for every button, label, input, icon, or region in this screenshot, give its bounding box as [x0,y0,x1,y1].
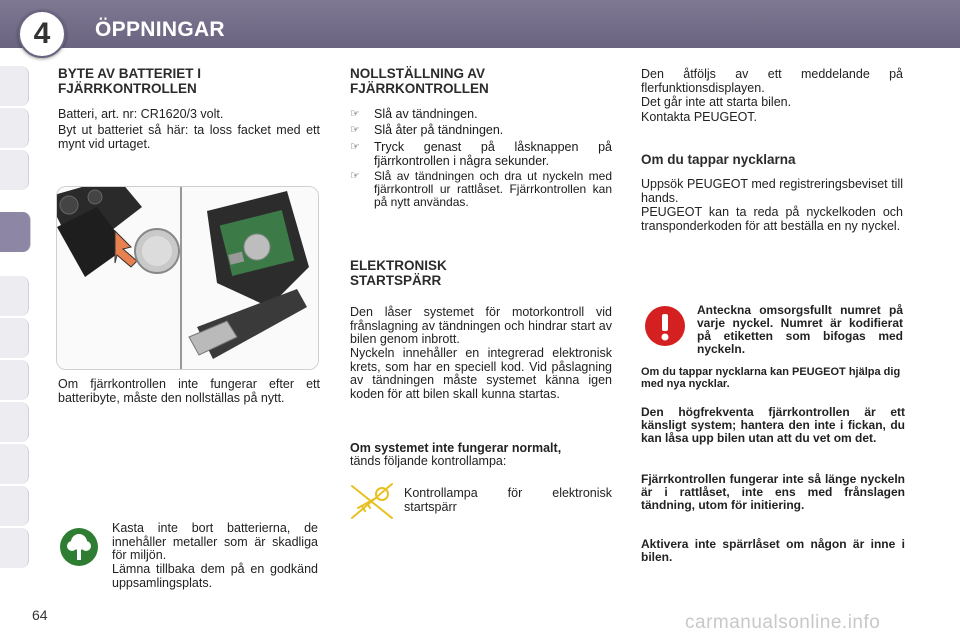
fault-text: tänds följande kontrollampa: [350,454,507,468]
lost-keys-heading: Om du tappar nycklarna [641,152,796,167]
immobiliser-text: Den låser systemet för motorkontroll vid frånslagning av tändningen och hindrar start av bilen genom inbrott. [350,305,612,346]
immobiliser-heading: ELEKTRONISK STARTSPÄRR [350,258,447,288]
hand-pointer-icon: ☞ [350,108,360,120]
chapter-tab[interactable] [0,276,29,316]
hf-remote-text: Den högfrekventa fjärrkontrollen är ett känsligt system; hantera den inte i fickan, du kan låsa upp bilen utan att du vet om det. [641,405,905,445]
chapter-tab[interactable] [0,528,29,568]
hand-pointer-icon: ☞ [350,141,360,153]
lamp-label: Kontrollampa för elektronisk startspärr [404,486,612,514]
exclamation-icon [645,306,685,346]
lost-keys-text: Uppsök PEUGEOT med registreringsbeviset till hands. [641,177,903,205]
chapter-tab[interactable] [0,150,29,190]
chapter-tab[interactable] [0,486,29,526]
hand-pointer-icon: ☞ [350,170,360,182]
page-number: 64 [32,607,48,623]
message-text: Den åtföljs av ett meddelande på flerfunktionsdisplayen. [641,67,903,95]
chapter-tab[interactable] [0,444,29,484]
chapter-tab[interactable] [0,108,29,148]
chapter-tab[interactable] [0,360,29,400]
chapter-tab[interactable] [0,402,29,442]
deadlock-text: Aktivera inte spärrlåset om någon är inne i bilen. [641,537,905,564]
fault-heading: Om systemet inte fungerar normalt, [350,441,562,455]
environment-text: Kasta inte bort batterierna, de innehåller metaller som är skadliga för miljön. [112,521,318,562]
hand-pointer-icon: ☞ [350,124,360,136]
battery-photo [56,186,319,370]
chapter-tab[interactable] [0,318,29,358]
immobiliser-text-key: Nyckeln innehåller en integrerad elektronisk krets, som har en speciell kod. Vid påslagning av tändningen måste systemet känna igen koden för att bilen skall kunna startas. [350,346,612,401]
chapter-number: 4 [18,10,66,58]
warning-text: Anteckna omsorgsfullt numret på varje nyckel. Numret är kodifierat på etiketten som bifogas med nyckeln. [697,303,903,356]
tree-icon [60,528,98,566]
remote-lock-text: Fjärrkontrollen fungerar inte så länge nyckeln är i rattlåset, inte ens med frånslagen tändning, utom för initiering. [641,472,905,512]
chapter-title: ÖPPNINGAR [95,18,225,41]
reset-after-battery: Om fjärrkontrollen inte fungerar efter ett batteribyte, måste den nollställas på nytt. [58,377,320,405]
reset-heading: NOLLSTÄLLNING AV FJÄRRKONTROLLEN [350,66,489,96]
environment-text-return: Lämna tillbaka dem på en godkänd uppsamlingsplats. [112,562,318,590]
no-start-text: Det går inte att starta bilen. [641,95,792,109]
contact-text: Kontakta PEUGEOT. [641,110,758,124]
key-warning-icon [348,476,396,524]
lost-keys-code-text: PEUGEOT kan ta reda på nyckelkoden och transponderkoden för att beställa en ny nyckel. [641,205,903,233]
battery-instruction: Byt ut batteriet så här: ta loss facket med ett mynt vid urtaget. [58,123,320,151]
watermark: carmanualsonline.info [685,612,881,633]
battery-ref: Batteri, art. nr: CR1620/3 volt. [58,107,224,121]
warning-note: Om du tappar nycklarna kan PEUGEOT hjälpa dig med nya nycklar. [641,366,901,390]
battery-heading: BYTE AV BATTERIET I FJÄRRKONTROLLEN [58,66,202,96]
chapter-tab[interactable] [0,66,29,106]
chapter-tab-active[interactable] [0,212,31,252]
